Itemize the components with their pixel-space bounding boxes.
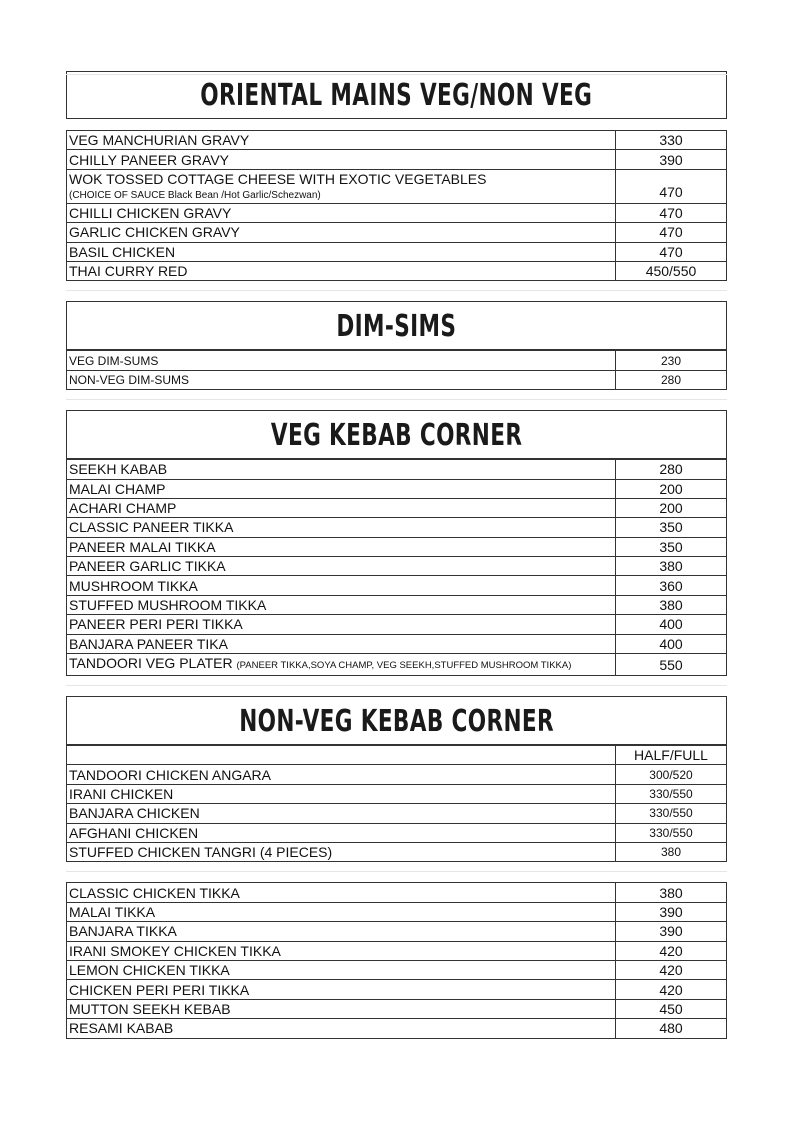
- item-price: 470: [616, 223, 727, 242]
- item-name: BASIL CHICKEN: [67, 242, 616, 261]
- item-name: CLASSIC PANEER TIKKA: [67, 518, 616, 537]
- item-price: 280: [616, 370, 727, 389]
- item-price: 330/550: [616, 804, 727, 823]
- item-price: 420: [616, 960, 727, 979]
- item-price: 350: [616, 518, 727, 537]
- item-price: 330/550: [616, 784, 727, 803]
- menu-row: [67, 823, 727, 842]
- item-name: MUSHROOM TIKKA: [67, 576, 616, 595]
- item-price: 230: [616, 351, 727, 370]
- item-name: PANEER MALAI TIKKA: [67, 537, 616, 556]
- menu-row: [67, 498, 727, 517]
- item-name: PANEER GARLIC TIKKA: [67, 557, 616, 576]
- section-title: VEG KEBAB CORNER: [270, 418, 523, 454]
- item-name: SEEKH KABAB: [67, 460, 616, 479]
- item-name: AFGHANI CHICKEN: [67, 823, 616, 842]
- item-price: 550: [616, 654, 727, 676]
- item-price: 330/550: [616, 823, 727, 842]
- menu-row: [67, 557, 727, 576]
- item-name: MALAI TIKKA: [67, 902, 616, 921]
- item-price: 420: [616, 980, 727, 999]
- column-header-half-full: HALF/FULL: [616, 746, 727, 765]
- item-price: 330: [616, 131, 727, 150]
- item-price: 400: [616, 615, 727, 634]
- item-price: 380: [616, 557, 727, 576]
- item-price: 280: [616, 460, 727, 479]
- menu-row: [67, 960, 727, 979]
- menu-row: [67, 518, 727, 537]
- menu-row: [67, 537, 727, 556]
- section-divider: [66, 281, 727, 301]
- item-name: GARLIC CHICKEN GRAVY: [67, 223, 616, 242]
- item-price: 400: [616, 634, 727, 653]
- item-price: 380: [616, 883, 727, 902]
- item-name: CHICKEN PERI PERI TIKKA: [67, 980, 616, 999]
- menu-row: [67, 902, 727, 921]
- menu-table-nonvegkebab: [66, 745, 727, 862]
- item-name: TANDOORI CHICKEN ANGARA: [67, 765, 616, 784]
- item-name: RESAMI KABAB: [67, 1019, 616, 1038]
- item-price: 360: [616, 576, 727, 595]
- item-price: 470: [616, 203, 727, 222]
- section-divider: [66, 676, 727, 696]
- item-price: 200: [616, 479, 727, 498]
- section-dim-sims: [66, 301, 727, 390]
- menu-row: [67, 150, 727, 169]
- item-name: PANEER PERI PERI TIKKA: [67, 615, 616, 634]
- menu-row: [67, 883, 727, 902]
- item-price: 200: [616, 498, 727, 517]
- menu-row: [67, 922, 727, 941]
- item-name: VEG MANCHURIAN GRAVY: [67, 131, 616, 150]
- item-name: IRANI SMOKEY CHICKEN TIKKA: [67, 941, 616, 960]
- item-name: BANJARA TIKKA: [67, 922, 616, 941]
- item-name: MUTTON SEEKH KEBAB: [67, 999, 616, 1018]
- item-name: CLASSIC CHICKEN TIKKA: [67, 883, 616, 902]
- item-name: CHILLI CHICKEN GRAVY: [67, 203, 616, 222]
- item-name: STUFFED MUSHROOM TIKKA: [67, 595, 616, 614]
- menu-row: [67, 460, 727, 479]
- section-title: ORIENTAL MAINS VEG/NON VEG: [200, 78, 593, 113]
- item-price: 480: [616, 1019, 727, 1038]
- menu-row: [67, 765, 727, 784]
- menu-row: [67, 980, 727, 999]
- menu-row: [67, 370, 727, 389]
- section-non-veg-kebab-corner: [66, 696, 727, 1038]
- section-oriental-mains: [66, 71, 727, 281]
- header-blank: [67, 746, 616, 765]
- menu-row: [67, 654, 727, 676]
- item-name: ACHARI CHAMP: [67, 498, 616, 517]
- item-name: BANJARA CHICKEN: [67, 804, 616, 823]
- section-title-box: [66, 696, 727, 745]
- item-name: MALAI CHAMP: [67, 479, 616, 498]
- menu-row: [67, 261, 727, 280]
- table-divider: [66, 862, 727, 882]
- item-name: BANJARA PANEER TIKA: [67, 634, 616, 653]
- item-price: 350: [616, 537, 727, 556]
- item-price: 300/520: [616, 765, 727, 784]
- item-price: 470: [616, 169, 727, 203]
- item-price: 450: [616, 999, 727, 1018]
- item-price: 380: [616, 842, 727, 861]
- menu-row: [67, 169, 727, 203]
- section-title: DIM-SIMS: [336, 309, 457, 345]
- item-name: IRANI CHICKEN: [67, 784, 616, 803]
- item-note: (PANEER TIKKA,SOYA CHAMP, VEG SEEKH,STUFFED MUSHROOM TIKKA): [236, 660, 572, 672]
- column-header-row: [67, 746, 727, 765]
- item-price: 390: [616, 150, 727, 169]
- section-title-box: [66, 71, 727, 119]
- menu-row: [67, 479, 727, 498]
- item-name: STUFFED CHICKEN TANGRI (4 PIECES): [67, 842, 616, 861]
- item-name: CHILLY PANEER GRAVY: [67, 150, 616, 169]
- menu-row: [67, 842, 727, 861]
- item-price: 470: [616, 242, 727, 261]
- item-price: 390: [616, 922, 727, 941]
- menu-table-nonvegkebab-2: [66, 882, 727, 1038]
- menu-row: [67, 242, 727, 261]
- menu-row: [67, 804, 727, 823]
- item-price: 450/550: [616, 261, 727, 280]
- section-title-box: [66, 301, 727, 350]
- section-divider: [66, 390, 727, 410]
- item-price: 420: [616, 941, 727, 960]
- menu-row: [67, 351, 727, 370]
- item-name-cell: [67, 654, 616, 676]
- item-price: 390: [616, 902, 727, 921]
- menu-row: [67, 595, 727, 614]
- item-name: LEMON CHICKEN TIKKA: [67, 960, 616, 979]
- section-title: NON-VEG KEBAB CORNER: [239, 704, 554, 740]
- menu-page: [66, 71, 727, 1039]
- menu-row: [67, 784, 727, 803]
- item-name: NON-VEG DIM-SUMS: [67, 370, 616, 389]
- menu-row: [67, 1019, 727, 1038]
- section-title-box: [66, 410, 727, 459]
- item-name-cell: [67, 169, 616, 203]
- menu-row: [67, 615, 727, 634]
- item-name: VEG DIM-SUMS: [67, 351, 616, 370]
- item-note: (CHOICE OF SAUCE Black Bean /Hot Garlic/Schezwan): [69, 189, 321, 201]
- section-veg-kebab-corner: [66, 410, 727, 676]
- menu-row: [67, 576, 727, 595]
- item-price: 380: [616, 595, 727, 614]
- menu-table-oriental: [66, 130, 727, 281]
- menu-row: [67, 999, 727, 1018]
- menu-table-vegkebab: [66, 459, 727, 676]
- item-name: WOK TOSSED COTTAGE CHEESE WITH EXOTIC VEGETABLES: [69, 170, 487, 187]
- item-name: THAI CURRY RED: [67, 261, 616, 280]
- menu-row: [67, 131, 727, 150]
- menu-row: [67, 941, 727, 960]
- item-name: TANDOORI VEG PLATER: [69, 655, 233, 672]
- menu-row: [67, 223, 727, 242]
- menu-table-dimsims: [66, 350, 727, 390]
- menu-row: [67, 203, 727, 222]
- menu-row: [67, 634, 727, 653]
